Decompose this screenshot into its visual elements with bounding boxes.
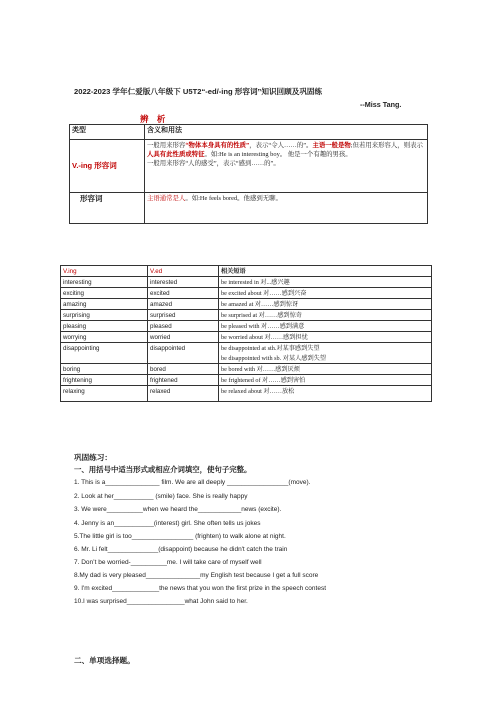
cell-ved: pleased bbox=[148, 321, 219, 332]
usage-highlight: 人具有此性质或特征 bbox=[147, 151, 205, 158]
type-label-ing: V.-ing 形容词 bbox=[72, 161, 117, 170]
cell-ved: bored bbox=[148, 364, 219, 375]
question-item: 5.The little girl is too_________________ (frighten) to walk alone at night. bbox=[74, 533, 286, 540]
usage-example: 。如:He is an interesting boy。 他是一个有趣的男孩。 bbox=[204, 151, 352, 158]
cell-phrase: be frightened of 对……感到害怕 bbox=[219, 375, 432, 386]
table-row bbox=[61, 288, 432, 299]
cell-ving: disappointing bbox=[61, 343, 148, 364]
usage-highlight: 主语通常是人 bbox=[147, 195, 186, 202]
phrases-table bbox=[60, 265, 432, 402]
cell-ving: interesting bbox=[61, 277, 148, 288]
table-row bbox=[61, 386, 432, 402]
cell-ving: frightening bbox=[61, 375, 148, 386]
table-row bbox=[61, 343, 432, 354]
header-cell-usage: 含义和用法 bbox=[145, 125, 428, 140]
usage-text: 一般用来形容 bbox=[147, 142, 186, 149]
question-item: 3. We were__________when we heard the____________news (excite). bbox=[74, 506, 282, 513]
table-row-ing bbox=[70, 140, 428, 193]
cell-ving: boring bbox=[61, 364, 148, 375]
cell-ved: excited bbox=[148, 288, 219, 299]
question-item: 2. Look at her___________ (smile) face. She is really happy bbox=[74, 493, 248, 500]
question-item: 10.I was surprised________________what John said to her. bbox=[74, 598, 248, 605]
cell-ving: worrying bbox=[61, 332, 148, 343]
cell-phrase: be excited about 对……感到兴奋 bbox=[219, 288, 432, 299]
table-row bbox=[61, 364, 432, 375]
table-header-row bbox=[61, 266, 432, 277]
usage-highlight: “物体本身具有的性质” bbox=[185, 142, 250, 149]
table-row bbox=[61, 375, 432, 386]
type-cell-ing bbox=[70, 140, 145, 193]
cell-ving: amazing bbox=[61, 299, 148, 310]
question-item: 7. Don’t be worried-__________me. I will take care of myself well bbox=[74, 559, 262, 566]
usage-cell-ed bbox=[145, 193, 428, 224]
type-cell-ed bbox=[70, 193, 145, 224]
question-item: 9. I'm excited_____________the news that you won the first prize in the speech contest bbox=[74, 585, 327, 592]
table-header-row bbox=[70, 125, 428, 140]
question-item: 1. This is a_______________ film. We are all deeply _________________(move). bbox=[74, 479, 311, 486]
cell-ving: relaxing bbox=[61, 386, 148, 402]
cell-phrase: be surprised at 对……感到惊奇 bbox=[219, 310, 432, 321]
cell-ved: interested bbox=[148, 277, 219, 288]
section-label-bianxi: 辨 析 bbox=[140, 114, 169, 124]
table-row bbox=[61, 332, 432, 343]
header-cell-type: 类型 bbox=[70, 125, 145, 140]
cell-phrase: be disappointed at sth.对某事感到失望 bbox=[219, 343, 432, 354]
type-label-ed: 形容词 bbox=[80, 194, 103, 203]
cell-ved: amazed bbox=[148, 299, 219, 310]
cell-ved: surprised bbox=[148, 310, 219, 321]
usage-text: ;但若用来形容人，则表示 bbox=[350, 142, 423, 149]
cell-ved: disappointed bbox=[148, 343, 219, 364]
cell-ving: surprising bbox=[61, 310, 148, 321]
cell-phrase: be relaxed about 对……放松 bbox=[219, 386, 432, 402]
cell-ved: relaxed bbox=[148, 386, 219, 402]
table-row bbox=[61, 277, 432, 288]
header-cell-phrases: 相关短语 bbox=[219, 266, 432, 277]
exercise-heading: 巩固练习： bbox=[74, 453, 112, 462]
section-two-heading: 二、单项选择题。 bbox=[74, 656, 135, 665]
header-cell-ving: V.ing bbox=[61, 266, 148, 277]
usage-highlight: 主语一般是物 bbox=[312, 142, 351, 149]
cell-ved: frightened bbox=[148, 375, 219, 386]
usage-cell-ing bbox=[145, 140, 428, 193]
document-title: 2022-2023 学年仁爱版八年级下 U5T2“-ed/-ing 形容词”知识回顾及巩固练 bbox=[74, 87, 323, 96]
question-item: 4. Jenny is an___________(interest) girl. She often tells us jokes bbox=[74, 520, 261, 527]
cell-ving: exciting bbox=[61, 288, 148, 299]
usage-text: 一般用来形容“人的感受”，表示“感到……的”。 bbox=[147, 160, 280, 167]
cell-phrase: be pleased with 对……感到满意 bbox=[219, 321, 432, 332]
header-cell-ved: V.ed bbox=[148, 266, 219, 277]
cell-phrase: be worried about 对……感到担忧 bbox=[219, 332, 432, 343]
cell-phrase: be bored with 对……感到厌烦 bbox=[219, 364, 432, 375]
usage-table bbox=[69, 124, 428, 224]
cell-ved: worried bbox=[148, 332, 219, 343]
author-line: --Miss Tang. bbox=[360, 100, 402, 109]
usage-example: 。如:He feels bored。他感到无聊。 bbox=[185, 195, 282, 202]
cell-phrase: be disappointed with sb. 对某人感到失望 bbox=[219, 353, 432, 364]
table-row bbox=[61, 299, 432, 310]
table-row-ed bbox=[70, 193, 428, 224]
question-item: 8.My dad is very pleased_______________my English test because I get a full score bbox=[74, 572, 319, 579]
table-row bbox=[61, 321, 432, 332]
table-row bbox=[61, 310, 432, 321]
usage-text: ，表示“令人……的”。 bbox=[249, 142, 313, 149]
section-one-heading: 一、用括号中适当形式或相应介词填空，使句子完整。 bbox=[74, 465, 252, 474]
question-item: 6. Mr. Li felt______________(disappoint) because he didn't catch the train bbox=[74, 546, 288, 553]
cell-phrase: be amazed at 对……感到惊讶 bbox=[219, 299, 432, 310]
cell-phrase: be interested in 对...感兴趣 bbox=[219, 277, 432, 288]
cell-ving: pleasing bbox=[61, 321, 148, 332]
